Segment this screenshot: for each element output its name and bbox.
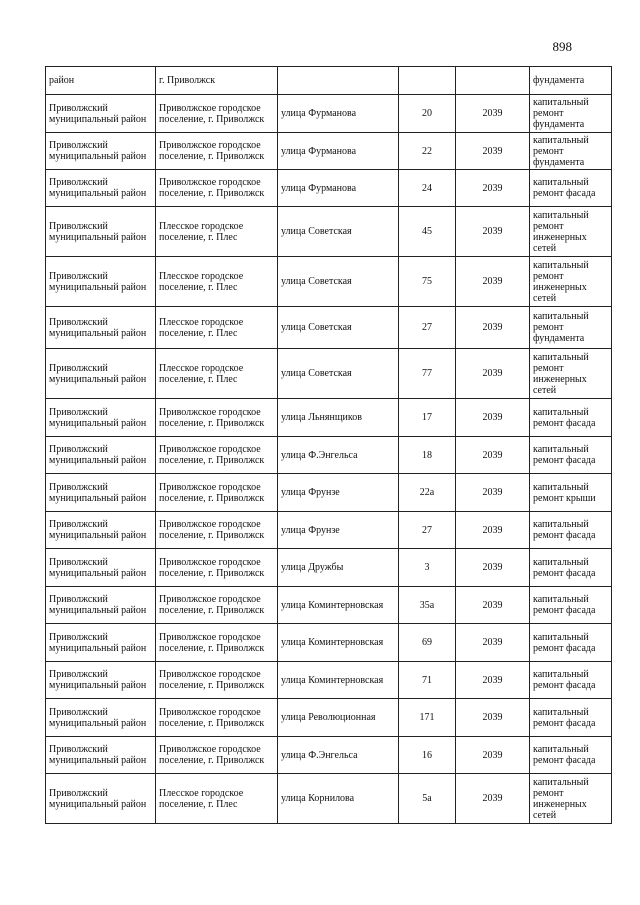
street-cell: улица Ф.Энгельса — [278, 737, 399, 774]
district-cell: Приволжский муниципальный район — [46, 257, 156, 307]
settlement-cell: Плесское городское поселение, г. Плес — [156, 207, 278, 257]
settlement-cell: Приволжское городское поселение, г. Приволжск — [156, 624, 278, 662]
table-row — [46, 662, 612, 699]
street-cell: улица Фрунзе — [278, 474, 399, 512]
settlement-cell: г. Приволжск — [156, 67, 278, 95]
work-type-cell: капитальный ремонт фасада — [530, 624, 612, 662]
house-number-cell: 27 — [399, 307, 456, 349]
table-row — [46, 170, 612, 207]
district-cell: Приволжский муниципальный район — [46, 349, 156, 399]
table-row — [46, 437, 612, 474]
table-row — [46, 624, 612, 662]
table-row — [46, 774, 612, 824]
table-body — [46, 67, 612, 824]
year-cell: 2039 — [456, 307, 530, 349]
work-type-cell: фундамента — [530, 67, 612, 95]
table-row — [46, 474, 612, 512]
work-type-cell: капитальный ремонт крыши — [530, 474, 612, 512]
work-type-cell: капитальный ремонт фасада — [530, 587, 612, 624]
street-cell: улица Дружбы — [278, 549, 399, 587]
house-number-cell: 75 — [399, 257, 456, 307]
house-number-cell: 5а — [399, 774, 456, 824]
work-type-cell: капитальный ремонт инженерных сетей — [530, 349, 612, 399]
settlement-cell: Плесское городское поселение, г. Плес — [156, 257, 278, 307]
year-cell: 2039 — [456, 624, 530, 662]
work-type-cell: капитальный ремонт фундамента — [530, 133, 612, 170]
settlement-cell: Приволжское городское поселение, г. Приволжск — [156, 662, 278, 699]
work-type-cell: капитальный ремонт фасада — [530, 549, 612, 587]
year-cell: 2039 — [456, 207, 530, 257]
house-number-cell: 22а — [399, 474, 456, 512]
year-cell: 2039 — [456, 699, 530, 737]
district-cell: Приволжский муниципальный район — [46, 587, 156, 624]
settlement-cell: Приволжское городское поселение, г. Приволжск — [156, 170, 278, 207]
year-cell: 2039 — [456, 774, 530, 824]
table-row — [46, 512, 612, 549]
work-type-cell: капитальный ремонт фасада — [530, 170, 612, 207]
year-cell: 2039 — [456, 737, 530, 774]
table-row — [46, 587, 612, 624]
table-row — [46, 699, 612, 737]
work-type-cell: капитальный ремонт фасада — [530, 512, 612, 549]
settlement-cell: Приволжское городское поселение, г. Приволжск — [156, 549, 278, 587]
year-cell: 2039 — [456, 170, 530, 207]
housing-repair-table — [45, 66, 612, 824]
district-cell: Приволжский муниципальный район — [46, 437, 156, 474]
street-cell: улица Корнилова — [278, 774, 399, 824]
work-type-cell: капитальный ремонт фундамента — [530, 95, 612, 133]
house-number-cell: 171 — [399, 699, 456, 737]
table-row — [46, 257, 612, 307]
house-number-cell: 20 — [399, 95, 456, 133]
street-cell: улица Льнянщиков — [278, 399, 399, 437]
street-cell: улица Ф.Энгельса — [278, 437, 399, 474]
work-type-cell: капитальный ремонт инженерных сетей — [530, 207, 612, 257]
district-cell: Приволжский муниципальный район — [46, 662, 156, 699]
house-number-cell: 77 — [399, 349, 456, 399]
district-cell: Приволжский муниципальный район — [46, 699, 156, 737]
house-number-cell: 71 — [399, 662, 456, 699]
settlement-cell: Приволжское городское поселение, г. Приволжск — [156, 95, 278, 133]
settlement-cell: Приволжское городское поселение, г. Приволжск — [156, 437, 278, 474]
house-number-cell: 27 — [399, 512, 456, 549]
work-type-cell: капитальный ремонт фасада — [530, 699, 612, 737]
year-cell: 2039 — [456, 587, 530, 624]
page-number: 898 — [552, 39, 572, 54]
house-number-cell: 69 — [399, 624, 456, 662]
work-type-cell: капитальный ремонт фасада — [530, 437, 612, 474]
street-cell: улица Советская — [278, 307, 399, 349]
house-number-cell: 45 — [399, 207, 456, 257]
house-number-cell: 24 — [399, 170, 456, 207]
settlement-cell: Плесское городское поселение, г. Плес — [156, 774, 278, 824]
district-cell: район — [46, 67, 156, 95]
settlement-cell: Приволжское городское поселение, г. Приволжск — [156, 133, 278, 170]
district-cell: Приволжский муниципальный район — [46, 170, 156, 207]
settlement-cell: Приволжское городское поселение, г. Приволжск — [156, 474, 278, 512]
street-cell: улица Советская — [278, 349, 399, 399]
district-cell: Приволжский муниципальный район — [46, 549, 156, 587]
street-cell: улица Советская — [278, 257, 399, 307]
settlement-cell: Приволжское городское поселение, г. Приволжск — [156, 399, 278, 437]
street-cell — [278, 67, 399, 95]
table-row — [46, 399, 612, 437]
year-cell: 2039 — [456, 95, 530, 133]
street-cell: улица Фрунзе — [278, 512, 399, 549]
year-cell: 2039 — [456, 437, 530, 474]
year-cell: 2039 — [456, 349, 530, 399]
street-cell: улица Коминтерновская — [278, 587, 399, 624]
house-number-cell: 16 — [399, 737, 456, 774]
work-type-cell: капитальный ремонт фасада — [530, 399, 612, 437]
district-cell: Приволжский муниципальный район — [46, 737, 156, 774]
district-cell: Приволжский муниципальный район — [46, 399, 156, 437]
year-cell: 2039 — [456, 512, 530, 549]
year-cell: 2039 — [456, 474, 530, 512]
district-cell: Приволжский муниципальный район — [46, 307, 156, 349]
settlement-cell: Плесское городское поселение, г. Плес — [156, 307, 278, 349]
house-number-cell — [399, 67, 456, 95]
table-row — [46, 207, 612, 257]
district-cell: Приволжский муниципальный район — [46, 133, 156, 170]
street-cell: улица Коминтерновская — [278, 662, 399, 699]
table-row — [46, 95, 612, 133]
street-cell: улица Революционная — [278, 699, 399, 737]
work-type-cell: капитальный ремонт инженерных сетей — [530, 257, 612, 307]
district-cell: Приволжский муниципальный район — [46, 474, 156, 512]
street-cell: улица Коминтерновская — [278, 624, 399, 662]
street-cell: улица Фурманова — [278, 133, 399, 170]
district-cell: Приволжский муниципальный район — [46, 207, 156, 257]
house-number-cell: 18 — [399, 437, 456, 474]
district-cell: Приволжский муниципальный район — [46, 95, 156, 133]
work-type-cell: капитальный ремонт фасада — [530, 662, 612, 699]
table-row — [46, 133, 612, 170]
year-cell: 2039 — [456, 549, 530, 587]
district-cell: Приволжский муниципальный район — [46, 624, 156, 662]
settlement-cell: Приволжское городское поселение, г. Приволжск — [156, 737, 278, 774]
street-cell: улица Фурманова — [278, 95, 399, 133]
table-row — [46, 737, 612, 774]
year-cell: 2039 — [456, 399, 530, 437]
work-type-cell: капитальный ремонт фасада — [530, 737, 612, 774]
year-cell: 2039 — [456, 133, 530, 170]
district-cell: Приволжский муниципальный район — [46, 774, 156, 824]
street-cell: улица Советская — [278, 207, 399, 257]
settlement-cell: Приволжское городское поселение, г. Приволжск — [156, 699, 278, 737]
year-cell: 2039 — [456, 257, 530, 307]
settlement-cell: Приволжское городское поселение, г. Приволжск — [156, 587, 278, 624]
table-row — [46, 349, 612, 399]
work-type-cell: капитальный ремонт фундамента — [530, 307, 612, 349]
year-cell — [456, 67, 530, 95]
street-cell: улица Фурманова — [278, 170, 399, 207]
table-row — [46, 67, 612, 95]
year-cell: 2039 — [456, 662, 530, 699]
house-number-cell: 22 — [399, 133, 456, 170]
work-type-cell: капитальный ремонт инженерных сетей — [530, 774, 612, 824]
settlement-cell: Приволжское городское поселение, г. Приволжск — [156, 512, 278, 549]
table-row — [46, 307, 612, 349]
house-number-cell: 17 — [399, 399, 456, 437]
table-row — [46, 549, 612, 587]
settlement-cell: Плесское городское поселение, г. Плес — [156, 349, 278, 399]
district-cell: Приволжский муниципальный район — [46, 512, 156, 549]
house-number-cell: 3 — [399, 549, 456, 587]
house-number-cell: 35а — [399, 587, 456, 624]
